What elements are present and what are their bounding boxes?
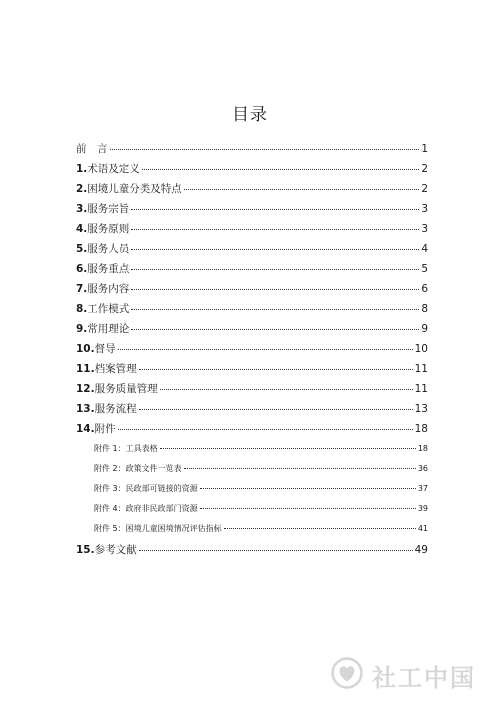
toc-entry[interactable]: 6.服务重点 5 [76,263,428,275]
toc-subentry[interactable]: 附件 4：政府非民政部门资源 39 [94,504,428,513]
toc-entry[interactable]: 3.服务宗旨 3 [76,203,428,215]
toc-entry[interactable]: 9.常用理论 9 [76,323,428,335]
leader-dots [200,487,416,489]
leader-dots [139,408,413,410]
toc-entry[interactable]: 8.工作模式 8 [76,303,428,315]
leader-dots [142,168,420,170]
leader-dots [118,348,413,350]
leader-dots [131,268,419,270]
leader-dots [200,507,416,509]
toc-subentry[interactable]: 附件 1：工具表格 18 [94,444,428,453]
toc-entry[interactable]: 2.困境儿童分类及特点 2 [76,183,428,195]
toc-entry[interactable]: 13.服务流程 13 [76,403,428,415]
toc-entry[interactable]: 5.服务人员 4 [76,243,428,255]
toc-entry[interactable]: 12.服务质量管理 11 [76,383,428,395]
leader-dots [131,288,419,290]
toc-entry[interactable]: 1.术语及定义 2 [76,163,428,175]
heart-logo-icon [330,656,364,694]
page-title: 目录 [232,105,268,125]
leader-dots [131,308,419,310]
leader-dots [139,368,413,370]
toc-entry[interactable]: 7.服务内容 6 [76,283,428,295]
leader-dots [110,148,420,150]
toc-entry[interactable]: 前 言 1 [76,143,428,155]
watermark-text: 社工中国 [372,662,476,692]
toc-entry[interactable]: 10.督导 10 [76,343,428,355]
leader-dots [184,467,416,469]
leader-dots [131,248,419,250]
leader-dots [131,228,419,230]
leader-dots [131,208,419,210]
toc-entry[interactable]: 11.档案管理 11 [76,363,428,375]
leader-dots [131,328,419,330]
leader-dots [118,428,413,430]
toc-entry[interactable]: 14.附件 18 [76,423,428,435]
toc-entry[interactable]: 4.服务原则 3 [76,223,428,235]
toc-subentry[interactable]: 附件 5：困境儿童困境情况评估指标 41 [94,524,428,533]
toc-subentry[interactable]: 附件 2：政策文件一览表 36 [94,464,428,473]
toc-subentry[interactable]: 附件 3：民政部可链接的资源 37 [94,484,428,493]
toc-entry[interactable]: 15.参考文献 49 [76,544,428,556]
leader-dots [139,549,413,551]
leader-dots [184,188,420,190]
leader-dots [224,527,416,529]
leader-dots [160,447,416,449]
leader-dots [160,388,413,390]
watermark [330,655,490,695]
